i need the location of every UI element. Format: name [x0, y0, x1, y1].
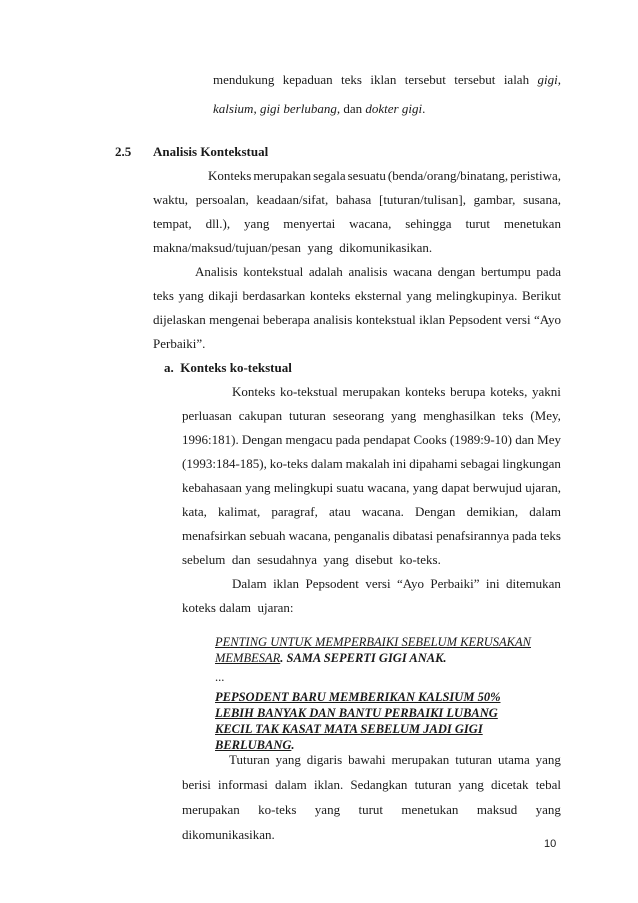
word: keadaan/sifat,: [256, 192, 329, 207]
s-p1-l2: [153, 192, 561, 208]
word: wacana: [393, 264, 433, 279]
word: penafsirannya: [436, 528, 510, 543]
word: informasi: [218, 777, 268, 792]
word: ini: [485, 576, 500, 591]
word: dapat: [441, 480, 470, 495]
word: dan: [515, 432, 534, 447]
section-number: 2.5: [115, 144, 132, 159]
word: merupakan: [182, 802, 240, 817]
word: sebagai: [460, 456, 500, 471]
word: tuturan: [414, 777, 452, 792]
word: konteks: [309, 288, 351, 303]
word: analisis: [348, 264, 388, 279]
top-para-italic-1: kalsium, gigi berlubang,: [213, 101, 341, 116]
a-p1-l6: [182, 504, 561, 520]
word: Konteks: [208, 168, 252, 183]
word: Pepsodent: [305, 576, 359, 591]
s-p1-l1: [208, 168, 561, 184]
word-italic: gigi,: [537, 72, 561, 87]
word: kalimat,: [217, 504, 261, 519]
section-title: Analisis Kontekstual: [153, 144, 269, 159]
page-number: 10: [544, 838, 557, 850]
word: Mey: [537, 432, 561, 447]
word: analisis: [313, 312, 353, 327]
word: pada: [512, 528, 537, 543]
word: dalam: [529, 504, 561, 519]
word: demikian,: [466, 504, 519, 519]
word: ialah: [503, 72, 530, 87]
word: kata,: [182, 504, 207, 519]
word: penganalis: [333, 528, 390, 543]
a-p3-l3: [182, 802, 561, 818]
word: dikaji: [208, 288, 238, 303]
quote-2-end: .: [291, 738, 295, 752]
word: menetukan: [503, 216, 561, 231]
s-p2-l1: [195, 264, 561, 280]
word: iklan.: [313, 777, 344, 792]
quote-block-2: [215, 689, 535, 753]
word: tersebut: [454, 72, 496, 87]
top-para-period: .: [422, 101, 426, 116]
word: yang: [244, 216, 270, 231]
word: gambar,: [473, 192, 516, 207]
a-p3-l2: [182, 777, 561, 793]
word: Sedangkan: [350, 777, 408, 792]
word: berdasarkan: [242, 288, 306, 303]
a-p2-l1: [232, 576, 561, 592]
word: suatu: [336, 480, 364, 495]
word: menghasilkan: [423, 408, 496, 423]
word: lingkungan: [502, 456, 561, 471]
sub-a-title: a. Konteks ko-tekstual: [164, 360, 292, 375]
word: merupakan: [253, 168, 312, 183]
word: utama: [497, 752, 530, 767]
word: teks: [502, 408, 524, 423]
a-p2-l2: koteks dalam ujaran:: [182, 600, 294, 615]
word: melingkupi: [273, 480, 334, 495]
top-para-line-2: [213, 101, 425, 117]
word: persoalan,: [195, 192, 249, 207]
word: dalam: [310, 456, 343, 471]
top-para-italic-2: dokter gigi: [365, 101, 423, 116]
word: wacana,: [288, 528, 331, 543]
a-p3-l1: [229, 752, 561, 768]
word: atau: [328, 504, 351, 519]
quote-1-bold: . SAMA SEPERTI GIGI ANAK.: [280, 651, 447, 665]
word: yang: [406, 288, 432, 303]
word: waktu,: [153, 192, 189, 207]
word: berupa: [450, 384, 486, 399]
word: yang: [245, 480, 271, 495]
word: tebal: [535, 777, 561, 792]
word: [tuturan/tulisan],: [378, 192, 466, 207]
word: yang: [314, 802, 341, 817]
word: berisi: [182, 777, 211, 792]
word: yang: [391, 408, 417, 423]
a-p1-l1: [232, 384, 561, 400]
word: mengacu: [285, 432, 333, 447]
word: sehingga: [405, 216, 452, 231]
s-p2-l2: [153, 288, 561, 304]
word: kontekstual: [243, 264, 304, 279]
word: Tuturan: [229, 752, 270, 767]
word: Dalam: [232, 576, 267, 591]
word: iklan: [273, 576, 300, 591]
word: tersebut: [404, 72, 446, 87]
word: ko-teks: [258, 802, 297, 817]
word: teks: [539, 528, 561, 543]
word: seseorang: [332, 408, 385, 423]
word: yakni: [532, 384, 561, 399]
word: tuturan: [455, 752, 493, 767]
word: beberapa: [263, 312, 310, 327]
quote-1-underlined: PENTING UNTUK MEMPERBAIKI SEBELUM KERUSAKAN MEMBESAR: [215, 635, 531, 665]
word: melingkupinya.: [436, 288, 518, 303]
word: dalam: [275, 777, 307, 792]
word: teks: [153, 288, 174, 303]
s-p1-l4: makna/maksud/tujuan/pesan yang dikomunikasikan.: [153, 240, 433, 255]
word: menetukan: [401, 802, 459, 817]
word: versi: [505, 312, 531, 327]
word: versi: [365, 576, 391, 591]
word: kebahasaan: [182, 480, 242, 495]
s-p2-l3: [153, 312, 561, 328]
word: Dengan: [414, 504, 456, 519]
word: yang: [535, 802, 561, 817]
a-p1-l5: [182, 480, 561, 496]
word: Pepsodent: [448, 312, 502, 327]
quote-block-1: [215, 634, 535, 666]
word: bahasa: [335, 192, 372, 207]
word: Perbaiki”: [430, 576, 480, 591]
word: “Ayo: [533, 312, 561, 327]
word: kontekstual: [355, 312, 416, 327]
word: wacana,: [349, 216, 392, 231]
word: ujaran,: [525, 480, 561, 495]
word: merupakan: [391, 752, 450, 767]
word: ko-teks: [269, 456, 309, 471]
word: dicetak: [490, 777, 529, 792]
word: iklan: [419, 312, 446, 327]
word: Berikut: [521, 288, 561, 303]
word: yang: [275, 752, 301, 767]
word: bertumpu: [480, 264, 531, 279]
a-p1-l4: [182, 456, 561, 472]
word: pada: [536, 264, 561, 279]
word: Cooks: [413, 432, 447, 447]
word: konteks: [404, 384, 446, 399]
word: dipahami: [409, 456, 458, 471]
word: koteks,: [490, 384, 528, 399]
word: “Ayo: [397, 576, 424, 591]
word: tempat,: [153, 216, 192, 231]
word: Dengan: [241, 432, 283, 447]
word: eksternal: [354, 288, 402, 303]
word: Analisis: [195, 264, 238, 279]
word: pada: [335, 432, 361, 447]
word: yang: [178, 288, 204, 303]
word: perluasan: [182, 408, 232, 423]
word: makalah: [345, 456, 390, 471]
word: adalah: [308, 264, 343, 279]
word: dibatasi: [392, 528, 434, 543]
top-para-dan: dan: [340, 101, 366, 116]
s-p2-l4: Perbaiki”.: [153, 336, 206, 351]
word: ditemukan: [506, 576, 561, 591]
word: (benda/orang/binatang,: [387, 168, 509, 183]
word: sebuah: [249, 528, 286, 543]
word: bawahi: [348, 752, 386, 767]
a-p3-l4: dikomunikasikan.: [182, 827, 275, 842]
word: dengan: [437, 264, 476, 279]
word: mendukung: [213, 72, 275, 87]
s-p1-l3: [153, 216, 561, 232]
word: yang: [458, 777, 484, 792]
word: (Mey,: [530, 408, 561, 423]
word: dll.),: [205, 216, 231, 231]
word: ko-tekstual: [280, 384, 338, 399]
word: teks: [340, 72, 362, 87]
quote-ellipsis: ...: [215, 670, 225, 684]
word: iklan: [370, 72, 397, 87]
word: pendapat: [363, 432, 411, 447]
word: merupakan: [342, 384, 401, 399]
word: wacana.: [361, 504, 404, 519]
word: dijelaskan: [153, 312, 206, 327]
word: cakupan: [238, 408, 283, 423]
word: turut: [465, 216, 490, 231]
word: yang: [535, 752, 561, 767]
word: kepaduan: [282, 72, 333, 87]
a-p1-l3: [182, 432, 561, 448]
a-p1-l8: sebelum dan sesudahnya yang disebut ko-teks.: [182, 552, 441, 567]
word: paragraf,: [271, 504, 318, 519]
word: berwujud: [472, 480, 522, 495]
word: segala: [313, 168, 346, 183]
top-para-line-1: [213, 72, 561, 88]
word: tuturan: [289, 408, 326, 423]
word: ini: [392, 456, 407, 471]
word: menyertai: [283, 216, 336, 231]
word: (1989:9-10): [449, 432, 512, 447]
word: (1993:184-185),: [182, 456, 267, 471]
word: wacana,: [367, 480, 410, 495]
quote-2-underlined: PEPSODENT BARU MEMBERIKAN KALSIUM 50% LEBIH BANYAK DAN BANTU PERBAIKI LUBANG KECIL TAK KASAT MATA SEBELUM JADI GIGI BERLUBANG: [215, 690, 501, 752]
word: mengenai: [209, 312, 260, 327]
word: susana,: [523, 192, 561, 207]
a-p1-l7: [182, 528, 561, 544]
word: peristiwa,: [510, 168, 561, 183]
word: 1996:181).: [182, 432, 239, 447]
word: menafsirkan: [182, 528, 247, 543]
word: maksud: [476, 802, 518, 817]
a-p1-l2: [182, 408, 561, 424]
word: sesuatu: [347, 168, 386, 183]
word: yang: [412, 480, 439, 495]
word: digaris: [306, 752, 343, 767]
word: Konteks: [232, 384, 276, 399]
word: turut: [358, 802, 384, 817]
